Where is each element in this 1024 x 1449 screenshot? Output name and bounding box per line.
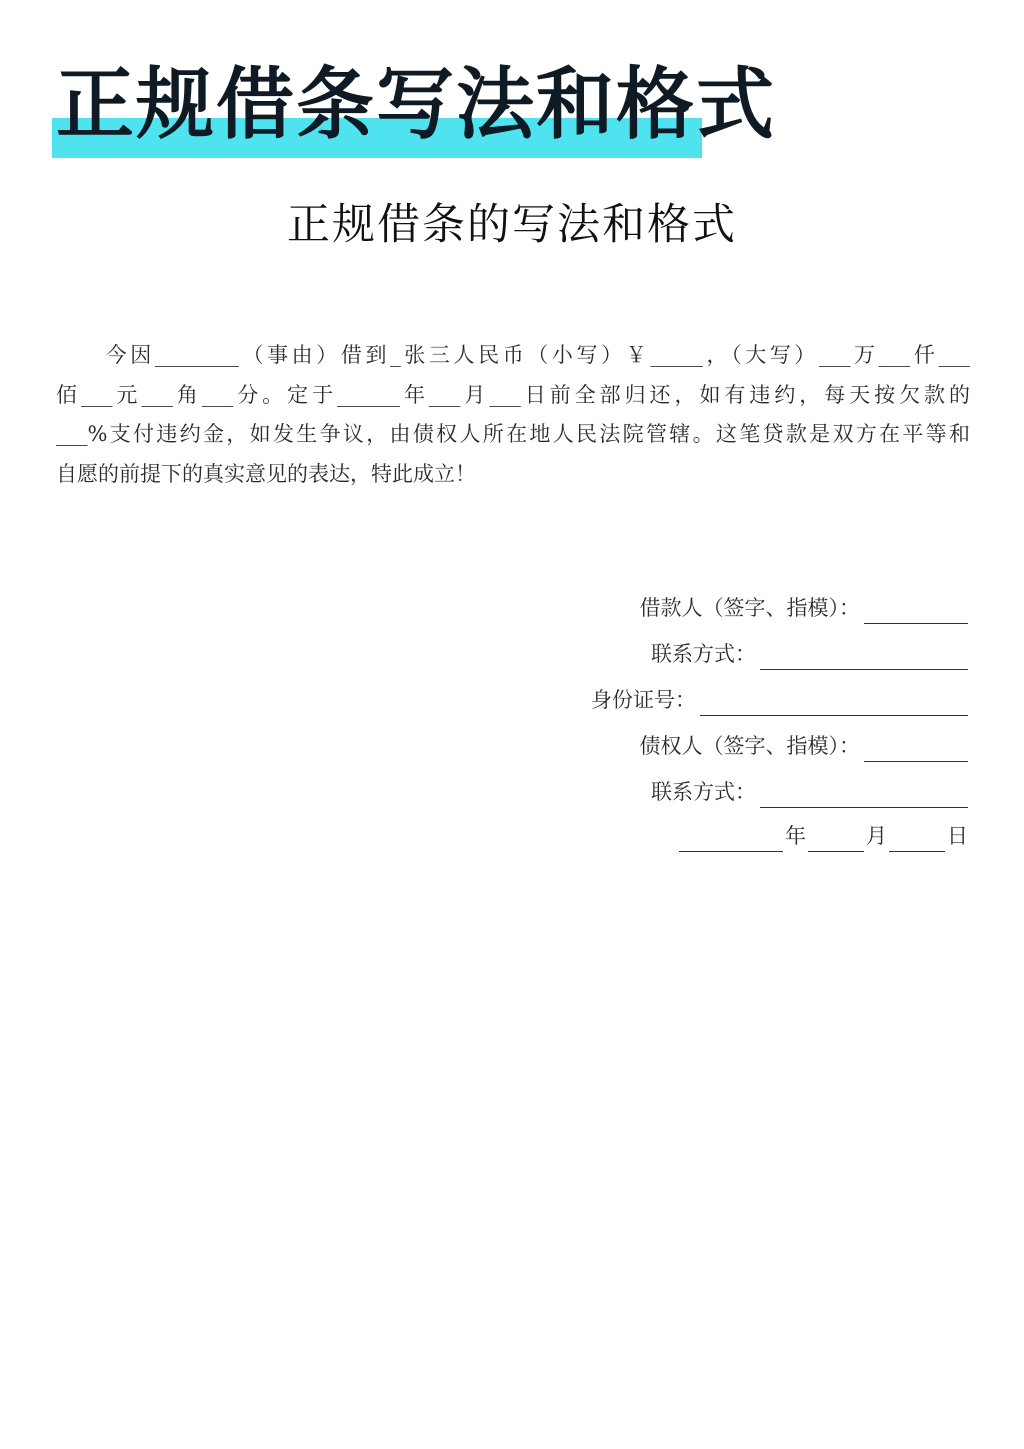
document-body bbox=[56, 336, 970, 494]
id-number-field[interactable] bbox=[700, 695, 968, 716]
borrower-label: 借款人（签字、指模）： bbox=[639, 596, 860, 620]
borrower-signature-field[interactable] bbox=[864, 603, 968, 624]
borrower-signature-row bbox=[640, 592, 969, 624]
body-line: 今因________（事由）借到_张三人民币（小写）￥_____，（大写）___万___仟___ bbox=[102, 343, 970, 367]
id-number-label: 身份证号： bbox=[591, 688, 696, 712]
creditor-contact-field[interactable] bbox=[760, 787, 968, 808]
document-heading: 正规借条的写法和格式 bbox=[287, 200, 737, 250]
creditor-signature-field[interactable] bbox=[864, 741, 968, 762]
id-number-row bbox=[591, 684, 968, 716]
borrower-contact-label: 联系方式： bbox=[651, 642, 756, 666]
body-line: ___%支付违约金，如发生争议，由债权人所在地人民法院管辖。这笔贷款是双方在平等和 bbox=[56, 422, 970, 446]
creditor-label: 债权人（签字、指模）： bbox=[639, 734, 860, 758]
body-line: 自愿的前提下的真实意见的表达，特此成立！ bbox=[56, 461, 476, 486]
date-month-label: 月 bbox=[866, 824, 887, 848]
borrower-contact-field[interactable] bbox=[760, 649, 968, 670]
date-month-field[interactable] bbox=[808, 831, 864, 852]
date-row bbox=[679, 820, 968, 852]
creditor-contact-row bbox=[651, 776, 968, 808]
date-day-field[interactable] bbox=[889, 831, 945, 852]
date-year-field[interactable] bbox=[679, 831, 783, 852]
banner-title: 正规借条写法和格式 bbox=[56, 60, 777, 150]
date-day-label: 日 bbox=[947, 824, 968, 848]
creditor-contact-label: 联系方式： bbox=[651, 780, 756, 804]
body-line: 佰___元___角___分。定于______年___月___日前全部归还，如有违约，每天按欠款的 bbox=[56, 382, 970, 407]
creditor-signature-row bbox=[640, 730, 969, 762]
header-banner bbox=[52, 56, 777, 160]
date-year-label: 年 bbox=[785, 824, 806, 848]
borrower-contact-row bbox=[651, 638, 968, 670]
